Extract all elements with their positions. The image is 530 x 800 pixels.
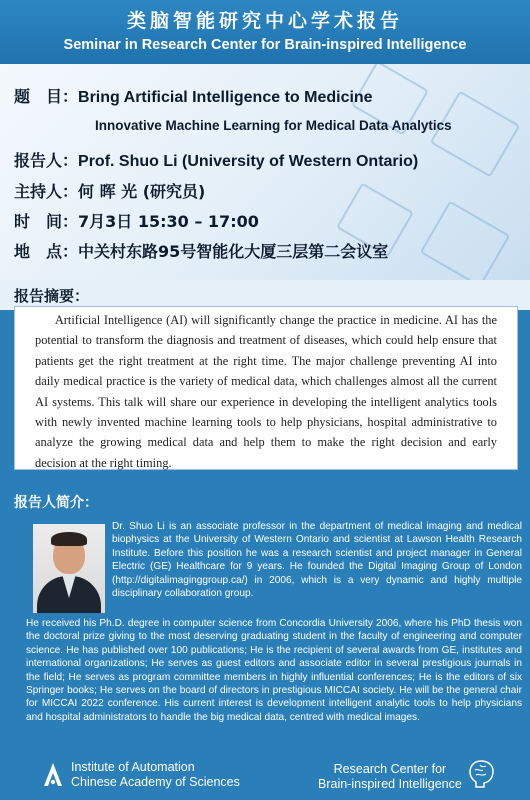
institute-line-1: Institute of Automation — [71, 760, 195, 774]
abstract-heading: 报告摘要： — [14, 287, 90, 305]
abstract-text: Artificial Intelligence (AI) will significantly change the practice in medicine. AI has the potential to transform the diagnosis and treatment of diseases, which could help ensure that patients get the right treatment at the right time. The major challenge preventing AI into daily medical practice is the variety of medical data, which challenges almost all the current AI systems. This talk will share our experience in developing the intelligent analytics tools with newly invented machine learning tools to help physicians, hospital administrative to analyze the growing medical data and help them to make the right decision and early decision at the right timing. — [14, 306, 518, 470]
topic-label: 题 目： — [14, 87, 79, 106]
topic-row — [14, 84, 373, 107]
hexagon-decoration — [420, 201, 511, 280]
institute-line-2: Chinese Academy of Sciences — [71, 775, 240, 789]
topic-subtitle: Innovative Machine Learning for Medical Data Analytics — [95, 118, 452, 133]
place-value: 中关村东路95号智能化大厦三层第二会议室 — [78, 242, 389, 261]
footer-center — [318, 762, 462, 792]
brain-logo-icon — [466, 758, 496, 790]
time-value: 7月3日 15:30 – 17:00 — [78, 212, 259, 231]
time-label: 时 间： — [14, 212, 79, 231]
bio-paragraph-1: Dr. Shuo Li is an associate professor in the department of medical imaging and medical biophysics at the University of Western Ontario and scientist at Lawson Health Research Institute. Before this position he was a research scientist and project manager in General Electric (GE) Healthcare for 9 years. He founded the Digital Imaging Group of London (http://digitalimaginggroup.ca/) in 2006, which is a very dynamic and highly multiple disciplinary collaboration group. — [112, 521, 522, 600]
hexagon-decoration — [430, 91, 521, 178]
speaker-label: 报告人： — [14, 151, 79, 170]
speaker-row — [14, 148, 418, 171]
host-name: 何 晖 光 (研究员) — [78, 182, 206, 201]
speaker-name: Prof. Shuo Li (University of Western Ontario) — [78, 153, 419, 170]
host-row — [14, 179, 205, 202]
title-chinese: 类脑智能研究中心学术报告 — [126, 10, 403, 32]
topic-title: Bring Artificial Intelligence to Medicine — [78, 89, 373, 106]
footer-institute — [44, 760, 240, 790]
bio-heading: 报告人简介： — [14, 495, 98, 511]
poster-header — [0, 0, 530, 64]
bio-paragraph-2: He received his Ph.D. degree in computer science from Concordia University 2006, where his PhD thesis won the doctoral prize giving to the most deserving graduating student in the faculty of engineering and computer science. He has published over 100 publications; He is the recipient of several awards from GE, institutes and international organizations; He serves as guest editors and associate editor in several prestigious journals in the field; He serves as program committee members in highly influential conferences; He is the editors of six Springer books; He serves on the board of directors in prestigious MICCAI society. He will be the general chair for MICCAI 2022 conference. His current interest is development intelligent analytic tools to help physicians and hospital administrators to handle the big medical data, centred with medical images. — [26, 618, 522, 723]
speaker-photo — [33, 524, 105, 613]
info-panel — [0, 64, 530, 280]
center-line-1: Research Center for — [333, 762, 447, 776]
institute-logo-icon — [42, 762, 64, 788]
center-line-2: Brain-inspired Intelligence — [318, 777, 462, 791]
time-row — [14, 209, 259, 232]
title-english: Seminar in Research Center for Brain-inspired Intelligence — [63, 37, 467, 53]
place-label: 地 点： — [14, 242, 79, 261]
place-row — [14, 239, 388, 262]
host-label: 主持人： — [14, 182, 79, 201]
